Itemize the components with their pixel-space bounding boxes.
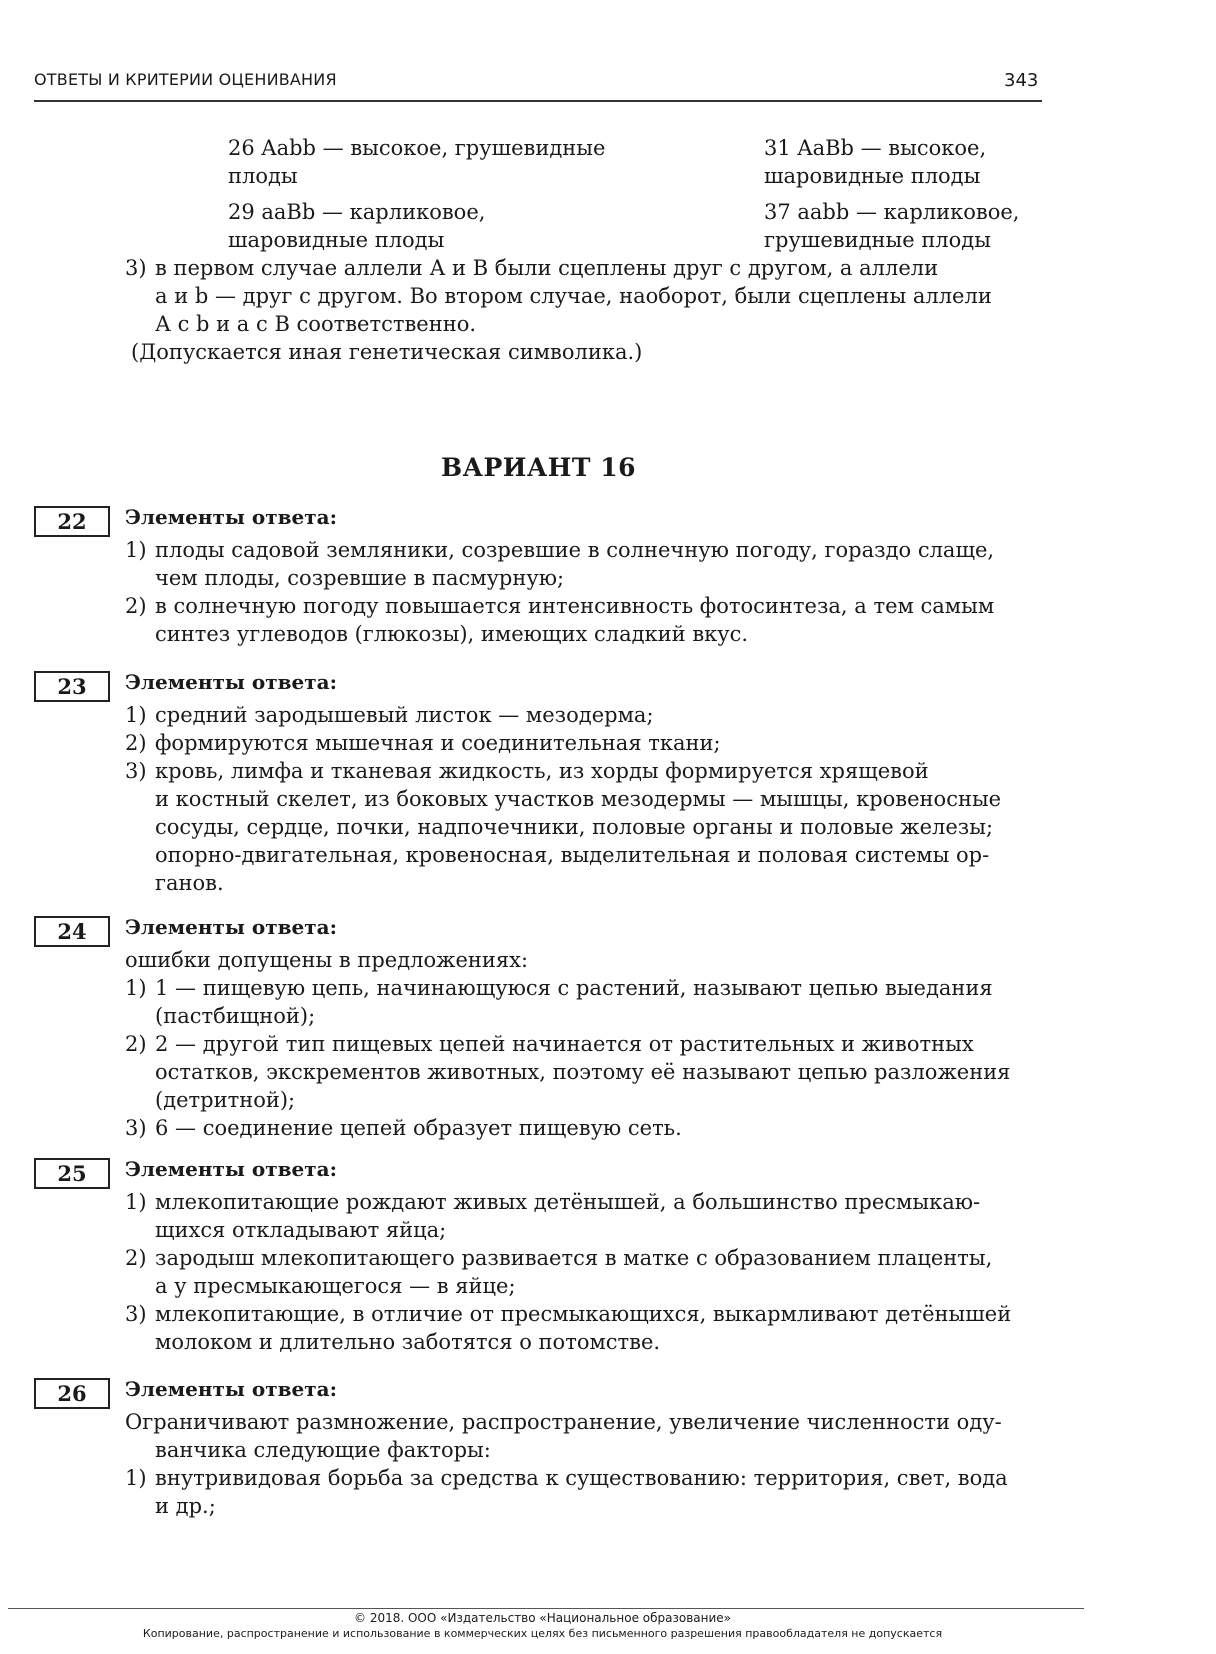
footer-divider — [8, 1608, 1084, 1609]
intro-line: Ограничивают размножение, распространение, увеличение численности оду- — [125, 1410, 1002, 1434]
item-text-line: ганов. — [155, 871, 224, 895]
footer-notice: Копирование, распространение и использование в коммерческих целях без письменного разрешения правообладателя не допускается — [142, 1627, 943, 1640]
task-number-box: 22 — [34, 506, 110, 537]
footer-copyright: © 2018. ООО «Издательство «Национальное образование» — [354, 1611, 731, 1625]
item-text-line: формируются мышечная и соединительная ткани; — [155, 731, 721, 755]
phenotype-right-2-line1: 37 aabb — карликовое, — [764, 200, 1020, 224]
item-number: 3) — [125, 1302, 147, 1326]
item-text-line: опорно-двигательная, кровеносная, выделительная и половая системы ор- — [155, 843, 990, 867]
answer-elements-heading: Элементы ответа: — [125, 670, 337, 694]
item-text-line: молоком и длительно заботятся о потомстве. — [155, 1330, 661, 1354]
item-number: 3) — [125, 759, 147, 783]
item-text-line: синтез углеводов (глюкозы), имеющих сладкий вкус. — [155, 622, 749, 646]
item-text-line: сосуды, сердце, почки, надпочечники, половые органы и половые железы; — [155, 815, 994, 839]
variant-title: ВАРИАНТ 16 — [441, 453, 636, 482]
phenotype-right-1-line1: 31 AaBb — высокое, — [764, 136, 987, 160]
prev-item3-line2: a и b — друг с другом. Во втором случае, наоборот, были сцеплены аллели — [155, 284, 992, 308]
phenotype-right-2-line2: грушевидные плоды — [764, 228, 991, 252]
answer-elements-heading: Элементы ответа: — [125, 915, 337, 939]
item-number: 2) — [125, 1032, 147, 1056]
item-text-line: средний зародышевый листок — мезодерма; — [155, 703, 654, 727]
item-text-line: внутривидовая борьба за средства к существованию: территория, свет, вода — [155, 1466, 1008, 1490]
intro-line: ванчика следующие факторы: — [155, 1438, 491, 1462]
item-text-line: млекопитающие, в отличие от пресмыкающихся, выкармливают детёнышей — [155, 1302, 1012, 1326]
phenotype-left-2-line1: 29 aaBb — карликовое, — [228, 200, 486, 224]
item-number: 1) — [125, 703, 147, 727]
task-number-box: 23 — [34, 671, 110, 702]
item-number: 1) — [125, 1466, 147, 1490]
answer-elements-heading: Элементы ответа: — [125, 505, 337, 529]
prev-item3-number: 3) — [125, 256, 147, 280]
item-text-line: кровь, лимфа и тканевая жидкость, из хорды формируется хрящевой — [155, 759, 929, 783]
page-number: 343 — [1004, 70, 1039, 91]
genetic-symbolism-note: (Допускается иная генетическая символика.) — [131, 340, 643, 364]
item-number: 2) — [125, 731, 147, 755]
item-text-line: щихся откладывают яйца; — [155, 1218, 447, 1242]
task-number-box: 25 — [34, 1158, 110, 1189]
answer-elements-heading: Элементы ответа: — [125, 1157, 337, 1181]
prev-item3-line3: А с b и а с В соответственно. — [155, 312, 477, 336]
task-number-box: 26 — [34, 1378, 110, 1409]
phenotype-right-1-line2: шаровидные плоды — [764, 164, 981, 188]
item-text-line: (детритной); — [155, 1088, 296, 1112]
task-number-box: 24 — [34, 916, 110, 947]
item-text-line: остатков, экскрементов животных, поэтому её называют цепью разложения — [155, 1060, 1011, 1084]
phenotype-left-2-line2: шаровидные плоды — [228, 228, 445, 252]
header-divider — [34, 100, 1042, 102]
answer-elements-heading: Элементы ответа: — [125, 1377, 337, 1401]
item-text-line: 1 — пищевую цепь, начинающуюся с растений, называют цепью выедания — [155, 976, 993, 1000]
prev-item3-line1: в первом случае аллели А и В были сцеплены друг с другом, а аллели — [155, 256, 939, 280]
phenotype-left-1-line2: плоды — [228, 164, 298, 188]
item-number: 2) — [125, 594, 147, 618]
phenotype-left-1-line1: 26 Aabb — высокое, грушевидные — [228, 136, 606, 160]
item-text-line: млекопитающие рождают живых детёнышей, а большинство пресмыкаю- — [155, 1190, 981, 1214]
item-number: 3) — [125, 1116, 147, 1140]
item-number: 1) — [125, 976, 147, 1000]
item-text-line: и др.; — [155, 1494, 216, 1518]
item-text-line: чем плоды, созревшие в пасмурную; — [155, 566, 565, 590]
intro-line: ошибки допущены в предложениях: — [125, 948, 529, 972]
item-number: 2) — [125, 1246, 147, 1270]
item-number: 1) — [125, 1190, 147, 1214]
item-text-line: в солнечную погоду повышается интенсивность фотосинтеза, а тем самым — [155, 594, 995, 618]
item-number: 1) — [125, 538, 147, 562]
item-text-line: 6 — соединение цепей образует пищевую сеть. — [155, 1116, 682, 1140]
running-header-title: ОТВЕТЫ И КРИТЕРИИ ОЦЕНИВАНИЯ — [34, 70, 337, 89]
item-text-line: 2 — другой тип пищевых цепей начинается от растительных и животных — [155, 1032, 974, 1056]
item-text-line: плоды садовой земляники, созревшие в солнечную погоду, гораздо слаще, — [155, 538, 995, 562]
item-text-line: и костный скелет, из боковых участков мезодермы — мышцы, кровеносные — [155, 787, 1002, 811]
item-text-line: (пастбищной); — [155, 1004, 316, 1028]
item-text-line: зародыш млекопитающего развивается в матке с образованием плаценты, — [155, 1246, 993, 1270]
item-text-line: а у пресмыкающегося — в яйце; — [155, 1274, 516, 1298]
